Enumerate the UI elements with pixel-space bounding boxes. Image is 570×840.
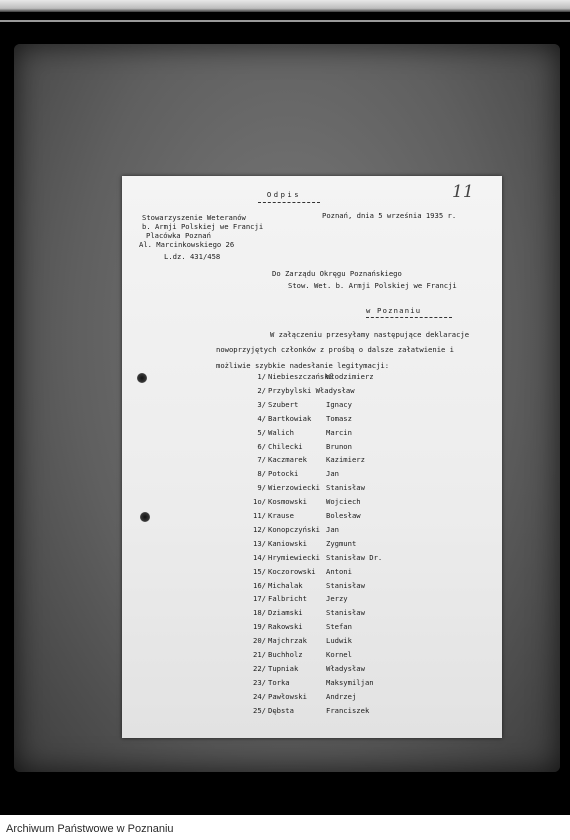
member-row: [222, 623, 482, 633]
member-row: [222, 637, 482, 647]
member-first-name: Stanisław: [326, 608, 365, 618]
member-row: [222, 415, 482, 425]
member-surname: Walich: [268, 427, 294, 437]
sender-line-4: Al. Marcinkowskiego 26: [139, 240, 235, 249]
member-row: [222, 387, 482, 397]
member-row: [222, 373, 482, 383]
member-number: 21/: [253, 650, 266, 659]
sender-line-1: Stowarzyszenie Weteranów: [142, 213, 246, 222]
member-first-name: Jan: [326, 469, 339, 479]
member-first-name: Stanisław: [326, 580, 365, 590]
member-row: [222, 554, 482, 564]
member-surname: Szubert: [268, 399, 299, 409]
member-number: 16/: [253, 580, 266, 590]
member-row: [222, 665, 482, 675]
member-surname: Przybylski Władysław: [268, 385, 355, 395]
member-row: [222, 512, 482, 522]
member-number: 20/: [253, 636, 266, 646]
member-surname: Falbricht: [268, 594, 307, 604]
member-number: 3/: [257, 399, 266, 409]
member-surname: Chilecki: [268, 441, 303, 451]
member-number: 19/: [253, 622, 266, 632]
member-row: [222, 401, 482, 411]
member-surname: Torka: [268, 677, 290, 687]
member-surname: Kaczmarek: [268, 455, 307, 465]
member-surname: Dziamski: [268, 608, 303, 618]
member-number: 4/: [257, 413, 266, 423]
member-row: [222, 707, 482, 717]
member-first-name: Franciszek: [326, 705, 370, 715]
member-first-name: Wojciech: [326, 497, 361, 507]
member-first-name: Jerzy: [326, 594, 348, 604]
page-number: 11: [452, 182, 474, 202]
member-first-name: Andrzej: [326, 691, 357, 701]
member-row: [222, 526, 482, 536]
member-list: [222, 373, 482, 733]
member-surname: Hrymiewiecki: [268, 552, 320, 562]
member-row: [222, 693, 482, 703]
member-number: 12/: [253, 524, 266, 534]
member-surname: Potocki: [268, 469, 299, 479]
member-number: 8/: [257, 469, 266, 479]
member-surname: Kosmowski: [268, 497, 307, 507]
binder-hole-bottom: [140, 512, 150, 522]
member-surname: Kaniowski: [268, 538, 307, 548]
member-surname: Michalak: [268, 580, 303, 590]
member-number: 22/: [253, 663, 266, 673]
member-row: [222, 679, 482, 689]
member-number: 1o/: [253, 497, 266, 507]
document-heading: Odpis: [266, 190, 302, 199]
member-row: [222, 429, 482, 439]
member-first-name: Ludwik: [326, 636, 352, 646]
member-row: [222, 540, 482, 550]
member-first-name: Stanisław Dr.: [326, 552, 383, 562]
member-first-name: Kornel: [326, 650, 352, 659]
scanner-top-line: [0, 20, 570, 22]
member-first-name: Stanisław: [326, 483, 365, 493]
member-number: 25/: [253, 705, 266, 715]
recipient-line-3: w Poznaniu: [366, 306, 422, 315]
archive-footer: [0, 812, 570, 840]
place-date: Poznań, dnia 5 września 1935 r.: [322, 211, 457, 220]
member-row: [222, 568, 482, 578]
member-surname: Buchholz: [268, 650, 303, 659]
body-line-3: możliwie szybkie nadesłanie legitymacji:: [216, 361, 390, 370]
scanner-top-strip: [0, 0, 570, 12]
member-surname: Niebieszczański: [268, 372, 333, 381]
recipient-line-2: Stow. Wet. b. Armji Polskiej we Francji: [288, 281, 457, 290]
archive-name: Archiwum Państwowe w Poznaniu: [6, 823, 174, 835]
member-first-name: Stefan: [326, 622, 352, 632]
member-surname: Koczorowski: [268, 566, 316, 576]
member-first-name: Marcin: [326, 427, 352, 437]
member-surname: Dębsta: [268, 705, 294, 715]
member-row: [222, 582, 482, 592]
member-first-name: Zygmunt: [326, 538, 357, 548]
member-first-name: Tomasz: [326, 413, 352, 423]
member-number: 15/: [253, 566, 266, 576]
member-number: 9/: [257, 483, 266, 493]
member-surname: Tupniak: [268, 663, 299, 673]
member-first-name: Bolesław: [326, 511, 361, 520]
binder-hole-top: [137, 373, 147, 383]
member-number: 2/: [257, 385, 266, 395]
heading-underline: [258, 202, 320, 203]
member-surname: Bartkowiak: [268, 413, 312, 423]
member-row: [222, 470, 482, 480]
member-number: 14/: [253, 552, 266, 562]
member-surname: Krause: [268, 511, 294, 520]
recipient-line-1: Do Zarządu Okręgu Poznańskiego: [272, 269, 402, 278]
member-row: [222, 595, 482, 605]
member-row: [222, 456, 482, 466]
member-number: 7/: [257, 455, 266, 465]
member-first-name: Kazimierz: [326, 455, 365, 465]
member-row: [222, 609, 482, 619]
member-surname: Majchrzak: [268, 636, 307, 646]
member-first-name: Władysław: [326, 663, 365, 673]
member-surname: Wierzowiecki: [268, 483, 320, 493]
member-number: 6/: [257, 441, 266, 451]
member-number: 1/: [257, 372, 266, 381]
member-first-name: Jan: [326, 524, 339, 534]
member-number: 11/: [253, 511, 266, 520]
body-line-1: W załączeniu przesyłamy następujące deklaracje: [270, 330, 470, 339]
member-row: [222, 484, 482, 494]
member-surname: Pawłowski: [268, 691, 307, 701]
member-first-name: Ignacy: [326, 399, 352, 409]
member-row: [222, 443, 482, 453]
member-surname: Rakowski: [268, 622, 303, 632]
member-first-name: Maksymiljan: [326, 677, 374, 687]
member-first-name: Brunon: [326, 441, 352, 451]
member-row: [222, 498, 482, 508]
member-surname: Konopczyński: [268, 524, 320, 534]
member-first-name: Antoni: [326, 566, 352, 576]
member-row: [222, 651, 482, 661]
member-number: 23/: [253, 677, 266, 687]
member-number: 5/: [257, 427, 266, 437]
member-number: 24/: [253, 691, 266, 701]
body-line-2: nowoprzyjętych członków z prośbą o dalsze załatwienie i: [216, 345, 454, 354]
member-first-name: Włodzimierz: [326, 372, 374, 381]
member-number: 13/: [253, 538, 266, 548]
reference-number: L.dz. 431/458: [164, 252, 221, 261]
sender-line-3: Placówka Poznań: [146, 231, 211, 240]
sender-line-2: b. Armji Polskiej we Francji: [142, 222, 264, 231]
member-number: 17/: [253, 594, 266, 604]
recipient-underline: [366, 317, 452, 318]
footer-divider: [0, 812, 570, 815]
document-sheet: [122, 176, 502, 738]
member-number: 18/: [253, 608, 266, 618]
